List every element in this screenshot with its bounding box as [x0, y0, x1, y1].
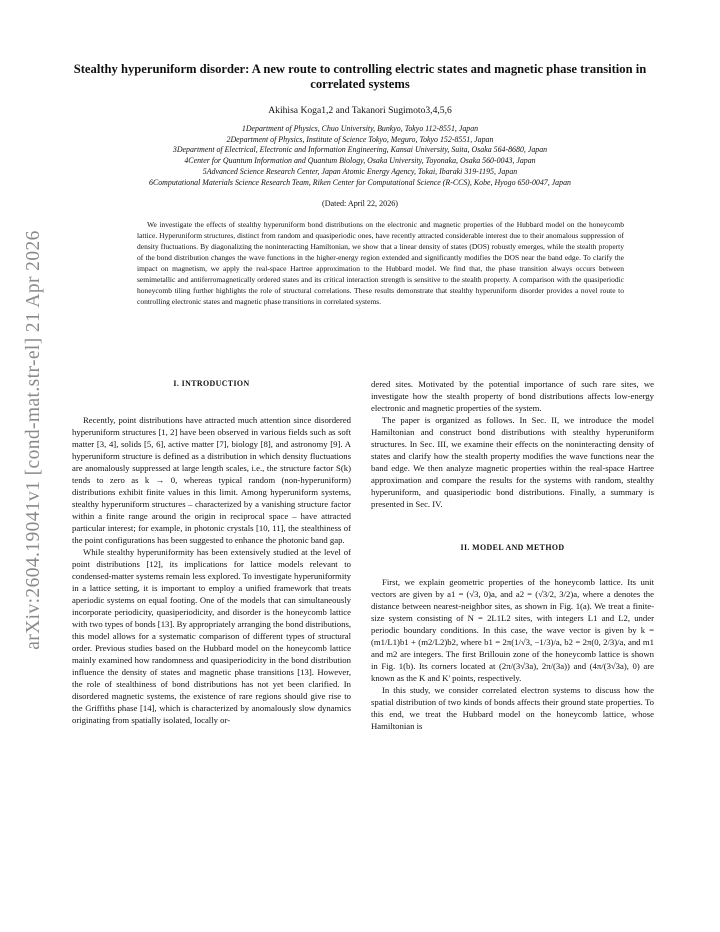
intro-paragraph-continued: dered sites. Motivated by the potential importance of such rare sites, we investigate how the stealth property of bond distributions affects low-energy electronic and magnetic properties of the system.: [371, 379, 654, 413]
affiliation-4: 4Center for Quantum Information and Quantum Biology, Osaka University, Toyonaka, Osaka 560-0043, Japan: [184, 156, 536, 166]
model-paragraph-hubbard: In this study, we consider correlated electron systems to discuss how the spatial distribution of two kinds of bonds affects their ground state properties. To this end, we treat the Hubbard model on the honeycomb lattice, whose Hamiltonian is: [371, 685, 654, 731]
intro-paragraph-organization: The paper is organized as follows. In Sec. II, we introduce the model Hamiltonian and construct bond distributions with stealthy hyperuniform structures. In Sec. III, we examine their effects on the noninteracting density of states and clarify how the stealth property modifies the wave functions near the band edge. We then analyze magnetic properties within the real-space Hartree approximation and compare the results for the systems with random, stealthy hyperuniform, and quasiperiodic bond distributions. Finally, a summary is presented in Sec. IV.: [371, 415, 654, 509]
paper-title: Stealthy hyperuniform disorder: A new route to controlling electric states and magnetic phase transition in correlated systems: [73, 62, 647, 91]
intro-paragraph-1: Recently, point distributions have attracted much attention since disordered hyperuniform structures [1, 2] have been observed in various fields such as soft matter [3, 4], solids [5, 6], active matter [7], biology [8], and astronomy [9]. A hyperuniform structure is defined as a distribution in which density fluctuations are anomalously suppressed at large length scales, i.e., the structure factor S(k) tends to zero as k → 0, whereas typical random (non-hyperuniform) distributions exhibit finite values in this limit. Among hyperuniform systems, stealthy hyperuniform structures – characterized by a vanishing structure factor within a finite range around the origin in reciprocal space – have attracted particular interest; for example, in photonic crystals [10, 11], the stealthiness of the point configurations has been suggested to enhance the photonic band gap.: [72, 415, 351, 545]
affiliation-5: 5Advanced Science Research Center, Japan Atomic Energy Agency, Tokai, Ibaraki 319-1195, Japan: [202, 166, 518, 176]
affiliation-1: 1Department of Physics, Chuo University, Bunkyo, Tokyo 112-8551, Japan: [241, 124, 479, 133]
model-paragraph-lattice: First, we explain geometric properties of the honeycomb lattice. Its unit vectors are given by a1 = (√3, 0)a, and a2 = (√3/2, 3/2)a, where a denotes the distance between nearest-neighbor sites, as shown in Fig. 1(a). We treat a finite-size system consisting of N = 2L1L2 sites, with integers L1 and L2, under periodic boundary conditions. In this case, the wave vector is given by k = (m1/L1)b1 + (m2/L2)b2, where b1 = 2π(1/√3, −1/3)/a, b2 = 2π(0, 2/3)/a, and m1 and m2 are integers. The first Brillouin zone of the honeycomb lattice is shown in Fig. 1(b). Its corners located at (2π/(3√3a), 2π/(3a)) and (4π/(3√3a), 0) are known as the K and K' points, respectively.: [371, 577, 654, 683]
affiliation-2: 2Department of Physics, Institute of Science Tokyo, Meguro, Tokyo 152-8551, Japan: [226, 134, 494, 144]
section-heading-introduction: I. INTRODUCTION: [173, 379, 250, 388]
right-column: [371, 378, 654, 732]
date-line: (Dated: April 22, 2026): [322, 199, 398, 208]
left-column: [72, 378, 351, 726]
arxiv-id-text: arXiv:2604.19041v1 [cond-mat.str-el] 21 Apr 2026: [23, 230, 44, 650]
arxiv-sidebar-identifier: [19, 210, 49, 670]
affiliation-6: 6Computational Materials Science Research Team, Riken Center for Computational Science (R-CCS), Kobe, Hyogo 650-0047, Japan: [149, 177, 571, 187]
author-list: Akihisa Koga1,2 and Takanori Sugimoto3,4,5,6: [268, 105, 452, 116]
intro-paragraph-2: While stealthy hyperuniformity has been extensively studied at the level of point distributions [12], its implications for lattice models relevant to condensed-matter systems remain less explored. To investigate hyperuniformity in a lattice setting, it is important to employ a unified framework that treats aperiodic systems on equal footing. One of the models that can simultaneously incorporate periodicity, quasiperiodicity, and disorder is the honeycomb lattice with two types of bonds [13]. By appropriately arranging the bond distributions, this model allows for a systematic comparison of different types of structural order. Previous studies based on the Hubbard model on the honeycomb lattice mainly examined how randomness and quasiperiodicity in the bond distribution influence the density of states and magnetic phase transitions [13]. However, the role of stealthiness of bond distributions has not yet been clarified. In disordered magnetic systems, the existence of rare regions should give rise to the Griffiths phase [14], which is characterized by anomalously slow dynamics originating from spatially isolated, locally or-: [72, 547, 351, 725]
affiliation-3: 3Department of Electrical, Electronic and Information Engineering, Kansai University, Suita, Osaka 564-8680, Japan: [172, 145, 548, 155]
affiliations: [40, 124, 680, 188]
section-heading-model-and-method: II. MODEL AND METHOD: [460, 543, 565, 552]
abstract: We investigate the effects of stealthy hyperuniform bond distributions on the electronic and magnetic properties of the Hubbard model on the honeycomb lattice. Hyperuniform structures, distinct from random and quasiperiodic ones, have recently attracted considerable interest due to their anomalous suppression of density fluctuations. By diagonalizing the noninteracting Hamiltonian, we show that a linear density of states (DOS) robustly emerges, while the stealth property of the bond distribution changes the wave functions in the higher-energy region extended and significantly modifies the DOS near the band edge. To clarify the impact on magnetism, we apply the real-space Hartree approximation to the Hubbard model. We find that, the phase transition always occurs between semimetallic and antiferromagnetically ordered states and its critical interaction strength is sensitive to the stealth property. A comparison with the quasiperiodic honeycomb tiling further highlights the role of structural correlations. These results demonstrate that stealthy hyperuniform disorder provides a novel route to controlling electronic states and magnetic phase transitions in correlated systems.: [137, 220, 624, 307]
